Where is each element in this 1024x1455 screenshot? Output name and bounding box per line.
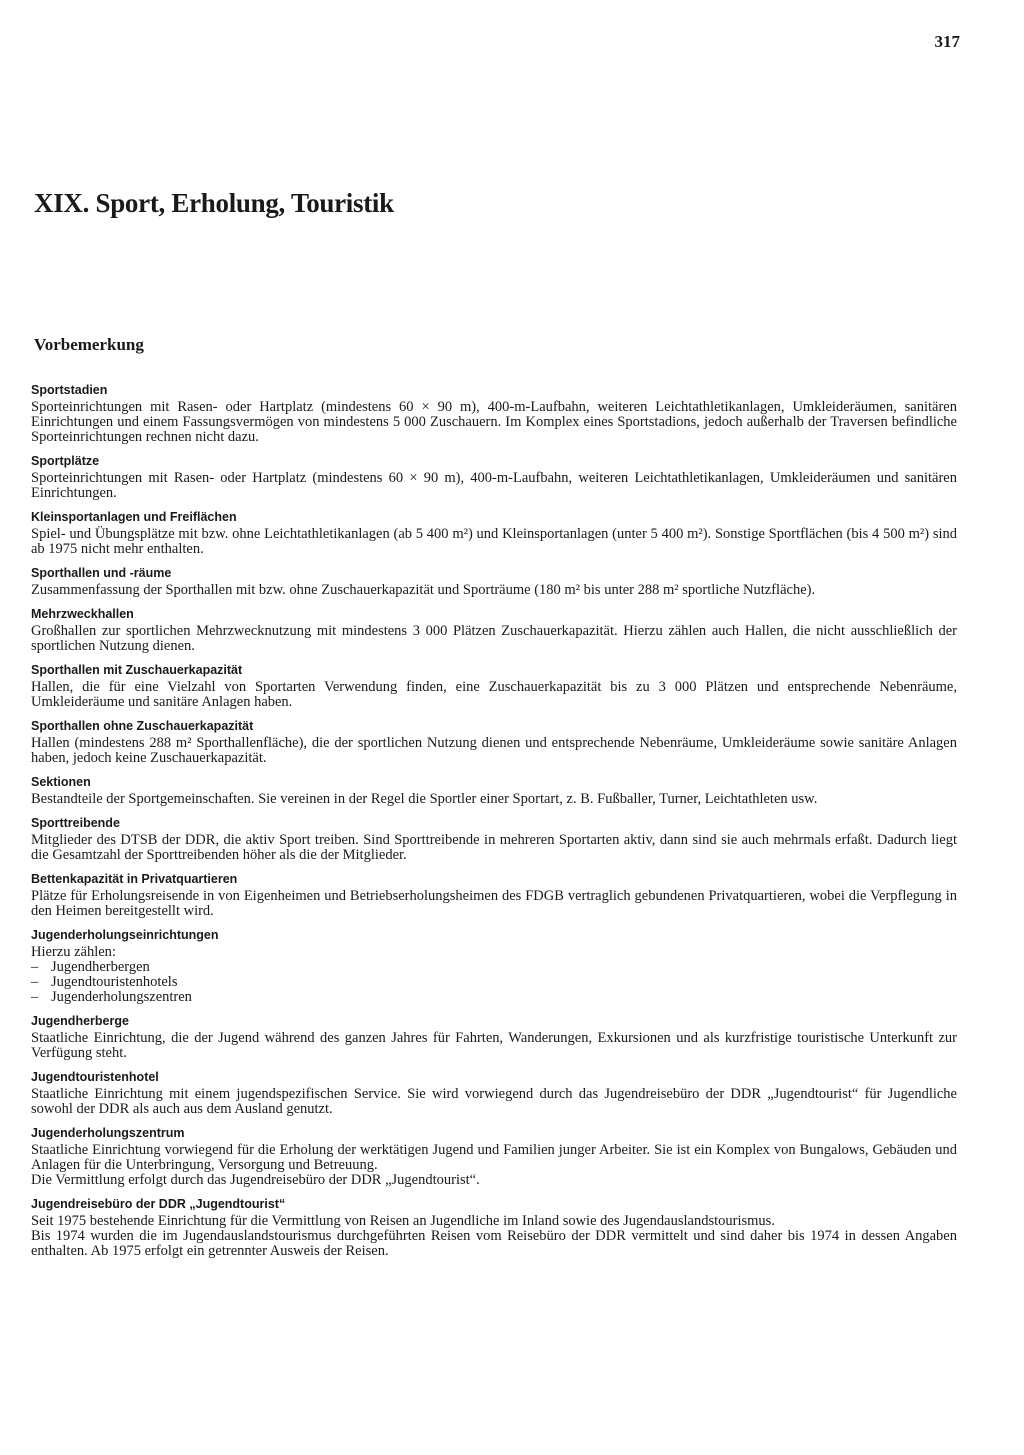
entry-term: Mehrzweckhallen xyxy=(31,607,134,621)
entry-sektionen xyxy=(31,774,957,807)
entry-definition: Hallen (mindestens 288 m² Sporthallenfläche), die der sportlichen Nutzung dienen und entsprechende Nebenräume, Umkleideräume sowie sanitäre Anlagen haben, jedoch keine Zuschauerkapazität. xyxy=(31,735,957,766)
list-item: – Jugendherbergen xyxy=(31,960,957,975)
list-item: – Jugenderholungszentren xyxy=(31,990,957,1005)
entry-definition: Zusammenfassung der Sporthallen mit bzw. ohne Zuschauerkapazität und Sporträume (180 m² bis unter 288 m² sportliche Nutzfläche). xyxy=(31,582,816,598)
entry-jugendherberge xyxy=(31,1013,957,1061)
entry-definition: Staatliche Einrichtung, die der Jugend während des ganzen Jahres für Fahrten, Wanderungen, Exkursionen und als kurzfristige touristische Unterkunft zur Verfügung steht. xyxy=(31,1030,957,1061)
section-heading: Vorbemerkung xyxy=(34,335,144,354)
entry-sporthallen-und-raeume xyxy=(31,565,957,598)
entry-kleinsportanlagen xyxy=(31,509,957,557)
entry-sporthallen-ohne-zuschauerkapazitaet xyxy=(31,718,957,766)
chapter-title: XIX. Sport, Erholung, Touristik xyxy=(34,188,394,218)
entry-definition: Staatliche Einrichtung mit einem jugendspezifischen Service. Sie wird vorwiegend durch das Jugendreisebüro der DDR „Jugendtourist“ für Jugendliche sowohl der DDR als auch aus dem Ausland genutzt. xyxy=(31,1086,957,1117)
entry-definition: Bestandteile der Sportgemeinschaften. Sie vereinen in der Regel die Sportler einer Sportart, z. B. Fußballer, Turner, Leichtathleten usw. xyxy=(31,791,818,807)
entry-definition-extra: Die Vermittlung erfolgt durch das Jugendreisebüro der DDR „Jugendtourist“. xyxy=(31,1172,480,1188)
entry-sportstadien xyxy=(31,382,957,445)
entry-definition: Hallen, die für eine Vielzahl von Sportarten Verwendung finden, eine Zuschauerkapazität bis zu 3 000 Plätzen und entsprechende Nebenräume, Umkleideräume und sanitäre Anlagen haben. xyxy=(31,679,957,710)
entry-term: Jugendreisebüro der DDR „Jugendtourist“ xyxy=(31,1197,286,1211)
entry-definition: Großhallen zur sportlichen Mehrzwecknutzung mit mindestens 3 000 Plätzen Zuschauerkapazität. Hierzu zählen auch Hallen, die nicht ausschließlich der sportlichen Nutzung dienen. xyxy=(31,623,957,654)
entry-jugenderholungszentrum xyxy=(31,1125,957,1188)
entry-jugendtouristenhotel xyxy=(31,1069,957,1117)
entry-mehrzweckhallen xyxy=(31,606,957,654)
entry-term: Sportstadien xyxy=(31,383,108,397)
entry-term: Sektionen xyxy=(31,775,91,789)
entry-sportplaetze xyxy=(31,453,957,501)
entry-definition: Sporteinrichtungen mit Rasen- oder Hartplatz (mindestens 60 × 90 m), 400-m-Laufbahn, weiteren Leichtathletikanlagen, Umkleideräumen, sanitären Einrichtungen und einem Fassungsvermögen von mindestens 5 000 Zuschauern. Im Komplex eines Sportstadions, jedoch außerhalb der Traversen befindliche Sporteinrichtungen rechnen nicht dazu. xyxy=(31,399,957,445)
entry-definition: Spiel- und Übungsplätze mit bzw. ohne Leichtathletikanlagen (ab 5 400 m²) und Kleinsportanlagen (unter 5 400 m²). Sonstige Sportflächen (bis 4 500 m²) sind ab 1975 nicht mehr enthalten. xyxy=(31,526,957,557)
entry-term: Sporttreibende xyxy=(31,816,120,830)
entry-definition: Seit 1975 bestehende Einrichtung für die Vermittlung von Reisen an Jugendliche im Inland sowie des Jugendauslandstourismus. xyxy=(31,1213,775,1229)
page-number: 317 xyxy=(934,32,960,51)
entry-definition: Staatliche Einrichtung vorwiegend für die Erholung der werktätigen Jugend und Familien junger Arbeiter. Sie ist ein Komplex von Bungalows, Gebäuden und Anlagen für die Unterbringung, Versorgung und Betreuung. xyxy=(31,1142,957,1173)
entry-term: Sporthallen mit Zuschauerkapazität xyxy=(31,663,243,677)
entry-definition-extra: Bis 1974 wurden die im Jugendauslandstourismus durchgeführten Reisen vom Reisebüro der DDR vermittelt und sind daher bis 1974 in dessen Angaben enthalten. Ab 1975 erfolgt ein getrennter Ausweis der Reisen. xyxy=(31,1228,957,1259)
entry-definition: Plätze für Erholungsreisende in von Eigenheimen und Betriebserholungsheimen des FDGB vertraglich gebundenen Privatquartieren, wobei die Verpflegung in den Heimen bereitgestellt wird. xyxy=(31,888,957,919)
entry-jugenderholungseinrichtungen xyxy=(31,927,957,1005)
entry-definition: Hierzu zählen: xyxy=(31,944,116,960)
entry-bettenkapazitaet xyxy=(31,871,957,919)
entry-term: Jugenderholungszentrum xyxy=(31,1126,185,1140)
dash-list xyxy=(31,960,957,1005)
list-item: – Jugendtouristenhotels xyxy=(31,975,957,990)
entry-definition: Mitglieder des DTSB der DDR, die aktiv Sport treiben. Sind Sporttreibende in mehreren Sportarten aktiv, dann sind sie auch mehrmals erfaßt. Dadurch liegt die Gesamtzahl der Sporttreibenden höher als die der Mitglieder. xyxy=(31,832,957,863)
entry-term: Jugendtouristenhotel xyxy=(31,1070,159,1084)
entry-jugendreisebuero xyxy=(31,1196,957,1259)
entry-term: Sporthallen und -räume xyxy=(31,566,172,580)
entry-sporttreibende xyxy=(31,815,957,863)
entry-definition: Sporteinrichtungen mit Rasen- oder Hartplatz (mindestens 60 × 90 m), 400-m-Laufbahn, weiteren Leichtathletikanlagen, Umkleideräumen und sanitären Einrichtungen. xyxy=(31,470,957,501)
entry-term: Bettenkapazität in Privatquartieren xyxy=(31,872,238,886)
entry-term: Jugendherberge xyxy=(31,1014,129,1028)
entry-term: Sportplätze xyxy=(31,454,100,468)
entry-term: Kleinsportanlagen und Freiflächen xyxy=(31,510,237,524)
entry-term: Sporthallen ohne Zuschauerkapazität xyxy=(31,719,254,733)
entry-term: Jugenderholungseinrichtungen xyxy=(31,928,219,942)
entry-sporthallen-mit-zuschauerkapazitaet xyxy=(31,662,957,710)
definitions-list xyxy=(31,382,957,1267)
